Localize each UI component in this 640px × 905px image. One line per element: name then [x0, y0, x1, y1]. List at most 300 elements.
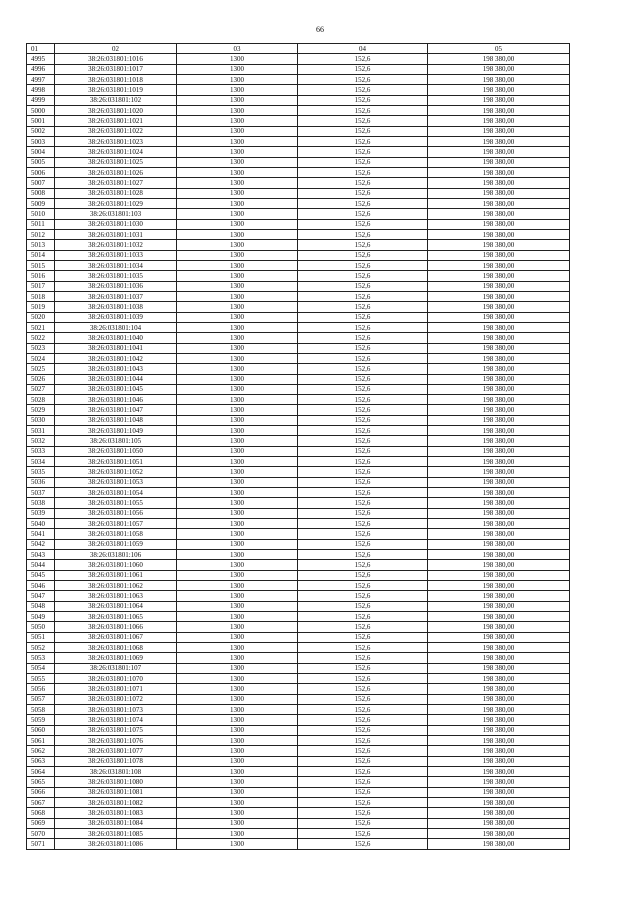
- col-05-cell: 198 380,00: [428, 395, 570, 405]
- col-04-cell: 152,6: [298, 302, 428, 312]
- row-number-cell: 5002: [27, 126, 55, 136]
- table-row: [27, 601, 570, 611]
- row-number-cell: 5023: [27, 343, 55, 353]
- cadastral-number-cell: 38:26:031801:1056: [55, 508, 177, 518]
- table-row: [27, 178, 570, 188]
- cadastral-number-cell: 38:26:031801:1085: [55, 828, 177, 838]
- col-04-cell: 152,6: [298, 374, 428, 384]
- cadastral-number-cell: 38:26:031801:1017: [55, 64, 177, 74]
- col-05-cell: 198 380,00: [428, 735, 570, 745]
- cadastral-number-cell: 38:26:031801:1084: [55, 818, 177, 828]
- cadastral-number-cell: 38:26:031801:1075: [55, 725, 177, 735]
- col-04-cell: 152,6: [298, 797, 428, 807]
- col-04-cell: 152,6: [298, 622, 428, 632]
- table-row: [27, 508, 570, 518]
- table-row: [27, 529, 570, 539]
- col-05-cell: 198 380,00: [428, 797, 570, 807]
- col-05-cell: 198 380,00: [428, 54, 570, 64]
- col-04-cell: 152,6: [298, 229, 428, 239]
- cadastral-number-cell: 38:26:031801:1021: [55, 116, 177, 126]
- col-05-cell: 198 380,00: [428, 219, 570, 229]
- cadastral-number-cell: 38:26:031801:1030: [55, 219, 177, 229]
- col-04-cell: 152,6: [298, 384, 428, 394]
- col-03-cell: 1300: [177, 105, 298, 115]
- row-number-cell: 5006: [27, 167, 55, 177]
- col-05-cell: 198 380,00: [428, 64, 570, 74]
- col-03-cell: 1300: [177, 570, 298, 580]
- col-04-cell: 152,6: [298, 632, 428, 642]
- col-05-cell: 198 380,00: [428, 674, 570, 684]
- col-05-cell: 198 380,00: [428, 787, 570, 797]
- col-04-cell: 152,6: [298, 457, 428, 467]
- row-number-cell: 5028: [27, 395, 55, 405]
- col-03-cell: 1300: [177, 735, 298, 745]
- col-05-cell: 198 380,00: [428, 240, 570, 250]
- col-04-cell: 152,6: [298, 136, 428, 146]
- col-05-cell: 198 380,00: [428, 116, 570, 126]
- col-04-cell: 152,6: [298, 643, 428, 653]
- cadastral-number-cell: 38:26:031801:1071: [55, 684, 177, 694]
- col-04-cell: 152,6: [298, 735, 428, 745]
- col-04-cell: 152,6: [298, 477, 428, 487]
- col-04-cell: 152,6: [298, 467, 428, 477]
- col-05-cell: 198 380,00: [428, 725, 570, 735]
- col-04-cell: 152,6: [298, 64, 428, 74]
- col-05-cell: 198 380,00: [428, 198, 570, 208]
- cadastral-number-cell: 38:26:031801:1083: [55, 808, 177, 818]
- col-04-cell: 152,6: [298, 725, 428, 735]
- row-number-cell: 5018: [27, 291, 55, 301]
- col-03-cell: 1300: [177, 126, 298, 136]
- cadastral-number-cell: 38:26:031801:1034: [55, 260, 177, 270]
- col-03-cell: 1300: [177, 54, 298, 64]
- col-04-cell: 152,6: [298, 653, 428, 663]
- cadastral-number-cell: 38:26:031801:1086: [55, 839, 177, 849]
- cadastral-number-cell: 38:26:031801:1048: [55, 415, 177, 425]
- row-number-cell: 5008: [27, 188, 55, 198]
- row-number-cell: 4997: [27, 74, 55, 84]
- cadastral-number-cell: 38:26:031801:107: [55, 663, 177, 673]
- col-05-cell: 198 380,00: [428, 291, 570, 301]
- table-row: [27, 756, 570, 766]
- col-05-cell: 198 380,00: [428, 694, 570, 704]
- col-05-cell: 198 380,00: [428, 550, 570, 560]
- col-05-cell: 198 380,00: [428, 157, 570, 167]
- row-number-cell: 5005: [27, 157, 55, 167]
- col-03-cell: 1300: [177, 384, 298, 394]
- cadastral-number-cell: 38:26:031801:1080: [55, 777, 177, 787]
- cadastral-number-cell: 38:26:031801:1074: [55, 715, 177, 725]
- table-row: [27, 777, 570, 787]
- col-03-cell: 1300: [177, 684, 298, 694]
- col-05-cell: 198 380,00: [428, 581, 570, 591]
- row-number-cell: 5059: [27, 715, 55, 725]
- col-04-cell: 152,6: [298, 291, 428, 301]
- row-number-cell: 5003: [27, 136, 55, 146]
- col-05-cell: 198 380,00: [428, 250, 570, 260]
- row-number-cell: 5027: [27, 384, 55, 394]
- row-number-cell: 5066: [27, 787, 55, 797]
- row-number-cell: 5052: [27, 643, 55, 653]
- col-03-cell: 1300: [177, 405, 298, 415]
- cadastral-number-cell: 38:26:031801:1019: [55, 85, 177, 95]
- table-row: [27, 260, 570, 270]
- col-03-cell: 1300: [177, 612, 298, 622]
- col-03-cell: 1300: [177, 560, 298, 570]
- col-04-cell: 152,6: [298, 787, 428, 797]
- row-number-cell: 5010: [27, 209, 55, 219]
- column-header-01: 01: [27, 44, 55, 54]
- table-row: [27, 291, 570, 301]
- row-number-cell: 4995: [27, 54, 55, 64]
- col-03-cell: 1300: [177, 260, 298, 270]
- table-row: [27, 157, 570, 167]
- row-number-cell: 5024: [27, 353, 55, 363]
- col-04-cell: 152,6: [298, 560, 428, 570]
- col-05-cell: 198 380,00: [428, 446, 570, 456]
- col-05-cell: 198 380,00: [428, 312, 570, 322]
- row-number-cell: 4996: [27, 64, 55, 74]
- table-row: [27, 498, 570, 508]
- row-number-cell: 5055: [27, 674, 55, 684]
- col-03-cell: 1300: [177, 364, 298, 374]
- col-03-cell: 1300: [177, 343, 298, 353]
- row-number-cell: 5011: [27, 219, 55, 229]
- col-04-cell: 152,6: [298, 746, 428, 756]
- col-03-cell: 1300: [177, 674, 298, 684]
- row-number-cell: 5041: [27, 529, 55, 539]
- col-04-cell: 152,6: [298, 601, 428, 611]
- table-row: [27, 312, 570, 322]
- col-03-cell: 1300: [177, 488, 298, 498]
- row-number-cell: 5054: [27, 663, 55, 673]
- col-05-cell: 198 380,00: [428, 322, 570, 332]
- cadastral-number-cell: 38:26:031801:1046: [55, 395, 177, 405]
- table-row: [27, 612, 570, 622]
- col-04-cell: 152,6: [298, 705, 428, 715]
- col-04-cell: 152,6: [298, 209, 428, 219]
- col-05-cell: 198 380,00: [428, 281, 570, 291]
- table-row: [27, 446, 570, 456]
- col-04-cell: 152,6: [298, 808, 428, 818]
- row-number-cell: 5060: [27, 725, 55, 735]
- table-body: [27, 54, 570, 849]
- table-row: [27, 364, 570, 374]
- table-row: [27, 116, 570, 126]
- cadastral-number-cell: 38:26:031801:1037: [55, 291, 177, 301]
- table-row: [27, 684, 570, 694]
- row-number-cell: 5038: [27, 498, 55, 508]
- cadastral-number-cell: 38:26:031801:1025: [55, 157, 177, 167]
- table-row: [27, 384, 570, 394]
- col-03-cell: 1300: [177, 467, 298, 477]
- cadastral-number-cell: 38:26:031801:1027: [55, 178, 177, 188]
- col-04-cell: 152,6: [298, 839, 428, 849]
- table-row: [27, 136, 570, 146]
- col-04-cell: 152,6: [298, 85, 428, 95]
- cadastral-number-cell: 38:26:031801:1039: [55, 312, 177, 322]
- col-03-cell: 1300: [177, 395, 298, 405]
- cadastral-number-cell: 38:26:031801:1043: [55, 364, 177, 374]
- col-04-cell: 152,6: [298, 766, 428, 776]
- cadastral-number-cell: 38:26:031801:1016: [55, 54, 177, 64]
- table-row: [27, 405, 570, 415]
- table-row: [27, 436, 570, 446]
- row-number-cell: 4998: [27, 85, 55, 95]
- row-number-cell: 5020: [27, 312, 55, 322]
- col-03-cell: 1300: [177, 446, 298, 456]
- cadastral-number-cell: 38:26:031801:1018: [55, 74, 177, 84]
- row-number-cell: 5051: [27, 632, 55, 642]
- col-04-cell: 152,6: [298, 756, 428, 766]
- col-03-cell: 1300: [177, 539, 298, 549]
- col-04-cell: 152,6: [298, 147, 428, 157]
- table-row: [27, 808, 570, 818]
- row-number-cell: 5017: [27, 281, 55, 291]
- table-row: [27, 622, 570, 632]
- col-03-cell: 1300: [177, 95, 298, 105]
- row-number-cell: 5000: [27, 105, 55, 115]
- col-05-cell: 198 380,00: [428, 405, 570, 415]
- cadastral-number-cell: 38:26:031801:1064: [55, 601, 177, 611]
- col-04-cell: 152,6: [298, 519, 428, 529]
- col-05-cell: 198 380,00: [428, 95, 570, 105]
- table-row: [27, 694, 570, 704]
- col-05-cell: 198 380,00: [428, 105, 570, 115]
- col-03-cell: 1300: [177, 322, 298, 332]
- cadastral-number-cell: 38:26:031801:1061: [55, 570, 177, 580]
- col-04-cell: 152,6: [298, 405, 428, 415]
- col-03-cell: 1300: [177, 705, 298, 715]
- col-03-cell: 1300: [177, 188, 298, 198]
- col-03-cell: 1300: [177, 219, 298, 229]
- cadastral-number-cell: 38:26:031801:1041: [55, 343, 177, 353]
- table-row: [27, 219, 570, 229]
- table-row: [27, 560, 570, 570]
- col-03-cell: 1300: [177, 756, 298, 766]
- table-row: [27, 570, 570, 580]
- col-03-cell: 1300: [177, 591, 298, 601]
- col-05-cell: 198 380,00: [428, 756, 570, 766]
- cadastral-number-cell: 38:26:031801:106: [55, 550, 177, 560]
- col-04-cell: 152,6: [298, 570, 428, 580]
- table-row: [27, 322, 570, 332]
- table-row: [27, 787, 570, 797]
- row-number-cell: 5047: [27, 591, 55, 601]
- col-03-cell: 1300: [177, 291, 298, 301]
- col-05-cell: 198 380,00: [428, 302, 570, 312]
- cadastral-number-cell: 38:26:031801:1063: [55, 591, 177, 601]
- table-row: [27, 95, 570, 105]
- table-row: [27, 54, 570, 64]
- row-number-cell: 5063: [27, 756, 55, 766]
- col-05-cell: 198 380,00: [428, 467, 570, 477]
- table-row: [27, 343, 570, 353]
- row-number-cell: 5029: [27, 405, 55, 415]
- col-05-cell: 198 380,00: [428, 85, 570, 95]
- col-05-cell: 198 380,00: [428, 260, 570, 270]
- cadastral-number-cell: 38:26:031801:1058: [55, 529, 177, 539]
- table-row: [27, 519, 570, 529]
- col-04-cell: 152,6: [298, 436, 428, 446]
- table-row: [27, 240, 570, 250]
- col-05-cell: 198 380,00: [428, 457, 570, 467]
- row-number-cell: 5015: [27, 260, 55, 270]
- cadastral-number-cell: 38:26:031801:1038: [55, 302, 177, 312]
- table-row: [27, 828, 570, 838]
- table-row: [27, 271, 570, 281]
- col-05-cell: 198 380,00: [428, 570, 570, 580]
- cadastral-number-cell: 38:26:031801:1057: [55, 519, 177, 529]
- col-03-cell: 1300: [177, 240, 298, 250]
- row-number-cell: 5053: [27, 653, 55, 663]
- col-03-cell: 1300: [177, 828, 298, 838]
- table-header: [27, 44, 570, 54]
- row-number-cell: 5062: [27, 746, 55, 756]
- col-04-cell: 152,6: [298, 539, 428, 549]
- page-number: 66: [316, 25, 324, 34]
- table-row: [27, 674, 570, 684]
- row-number-cell: 5019: [27, 302, 55, 312]
- col-03-cell: 1300: [177, 725, 298, 735]
- table-row: [27, 457, 570, 467]
- row-number-cell: 5061: [27, 735, 55, 745]
- col-03-cell: 1300: [177, 550, 298, 560]
- col-04-cell: 152,6: [298, 126, 428, 136]
- row-number-cell: 5048: [27, 601, 55, 611]
- col-05-cell: 198 380,00: [428, 436, 570, 446]
- col-03-cell: 1300: [177, 457, 298, 467]
- table-row: [27, 85, 570, 95]
- table-row: [27, 198, 570, 208]
- table-row: [27, 725, 570, 735]
- col-04-cell: 152,6: [298, 684, 428, 694]
- row-number-cell: 5009: [27, 198, 55, 208]
- row-number-cell: 5046: [27, 581, 55, 591]
- col-05-cell: 198 380,00: [428, 147, 570, 157]
- col-05-cell: 198 380,00: [428, 343, 570, 353]
- col-03-cell: 1300: [177, 74, 298, 84]
- col-03-cell: 1300: [177, 436, 298, 446]
- col-03-cell: 1300: [177, 797, 298, 807]
- col-04-cell: 152,6: [298, 198, 428, 208]
- col-05-cell: 198 380,00: [428, 178, 570, 188]
- col-05-cell: 198 380,00: [428, 643, 570, 653]
- col-03-cell: 1300: [177, 653, 298, 663]
- table-row: [27, 705, 570, 715]
- col-04-cell: 152,6: [298, 74, 428, 84]
- col-04-cell: 152,6: [298, 116, 428, 126]
- col-03-cell: 1300: [177, 178, 298, 188]
- row-number-cell: 5007: [27, 178, 55, 188]
- column-header-02: 02: [55, 44, 177, 54]
- cadastral-number-cell: 38:26:031801:103: [55, 209, 177, 219]
- row-number-cell: 4999: [27, 95, 55, 105]
- table-row: [27, 395, 570, 405]
- col-03-cell: 1300: [177, 250, 298, 260]
- col-05-cell: 198 380,00: [428, 828, 570, 838]
- cadastral-number-cell: 38:26:031801:1066: [55, 622, 177, 632]
- col-05-cell: 198 380,00: [428, 519, 570, 529]
- row-number-cell: 5032: [27, 436, 55, 446]
- table-row: [27, 229, 570, 239]
- table-row: [27, 715, 570, 725]
- col-04-cell: 152,6: [298, 395, 428, 405]
- col-05-cell: 198 380,00: [428, 766, 570, 776]
- row-number-cell: 5045: [27, 570, 55, 580]
- col-05-cell: 198 380,00: [428, 74, 570, 84]
- row-number-cell: 5064: [27, 766, 55, 776]
- row-number-cell: 5021: [27, 322, 55, 332]
- col-03-cell: 1300: [177, 694, 298, 704]
- row-number-cell: 5058: [27, 705, 55, 715]
- table-row: [27, 550, 570, 560]
- col-04-cell: 152,6: [298, 240, 428, 250]
- col-03-cell: 1300: [177, 136, 298, 146]
- col-04-cell: 152,6: [298, 694, 428, 704]
- table-row: [27, 74, 570, 84]
- row-number-cell: 5012: [27, 229, 55, 239]
- col-04-cell: 152,6: [298, 715, 428, 725]
- table-row: [27, 167, 570, 177]
- row-number-cell: 5014: [27, 250, 55, 260]
- col-03-cell: 1300: [177, 622, 298, 632]
- col-04-cell: 152,6: [298, 498, 428, 508]
- col-03-cell: 1300: [177, 498, 298, 508]
- col-05-cell: 198 380,00: [428, 715, 570, 725]
- table-row: [27, 333, 570, 343]
- table-row: [27, 643, 570, 653]
- col-05-cell: 198 380,00: [428, 684, 570, 694]
- col-05-cell: 198 380,00: [428, 498, 570, 508]
- row-number-cell: 5056: [27, 684, 55, 694]
- col-05-cell: 198 380,00: [428, 777, 570, 787]
- col-04-cell: 152,6: [298, 178, 428, 188]
- col-03-cell: 1300: [177, 167, 298, 177]
- cadastral-number-cell: 38:26:031801:1028: [55, 188, 177, 198]
- cadastral-number-cell: 38:26:031801:1077: [55, 746, 177, 756]
- table-row: [27, 735, 570, 745]
- table-row: [27, 818, 570, 828]
- col-05-cell: 198 380,00: [428, 374, 570, 384]
- table-row: [27, 250, 570, 260]
- cadastral-number-cell: 38:26:031801:1082: [55, 797, 177, 807]
- cadastral-number-cell: 38:26:031801:1062: [55, 581, 177, 591]
- cadastral-number-cell: 38:26:031801:1078: [55, 756, 177, 766]
- row-number-cell: 5030: [27, 415, 55, 425]
- cadastral-number-cell: 38:26:031801:1033: [55, 250, 177, 260]
- col-04-cell: 152,6: [298, 353, 428, 363]
- table-row: [27, 467, 570, 477]
- table-row: [27, 591, 570, 601]
- col-04-cell: 152,6: [298, 674, 428, 684]
- col-05-cell: 198 380,00: [428, 705, 570, 715]
- register-table: [26, 43, 570, 850]
- col-05-cell: 198 380,00: [428, 622, 570, 632]
- col-03-cell: 1300: [177, 746, 298, 756]
- row-number-cell: 5016: [27, 271, 55, 281]
- col-03-cell: 1300: [177, 581, 298, 591]
- col-03-cell: 1300: [177, 281, 298, 291]
- cadastral-number-cell: 38:26:031801:1042: [55, 353, 177, 363]
- row-number-cell: 5069: [27, 818, 55, 828]
- cadastral-number-cell: 38:26:031801:1047: [55, 405, 177, 415]
- table-row: [27, 581, 570, 591]
- col-04-cell: 152,6: [298, 612, 428, 622]
- col-05-cell: 198 380,00: [428, 653, 570, 663]
- col-05-cell: 198 380,00: [428, 333, 570, 343]
- col-03-cell: 1300: [177, 839, 298, 849]
